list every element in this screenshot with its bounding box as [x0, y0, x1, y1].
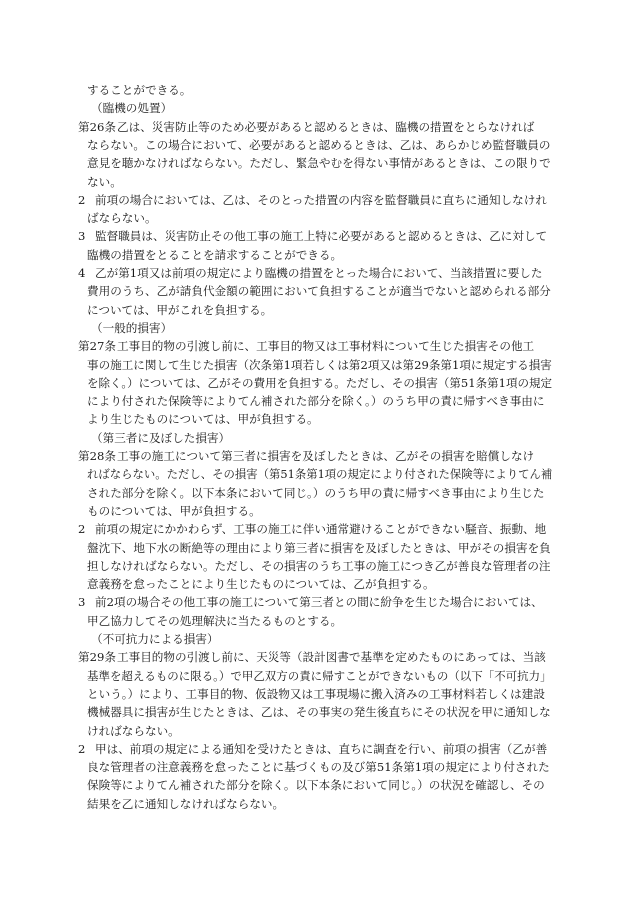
body-line: 前項の場合においては、乙は、そのとった措置の内容を監督職員に直ちに通知しなけれ: [95, 192, 547, 207]
paragraph-number: 2: [78, 522, 86, 537]
body-line: ない。: [87, 174, 122, 189]
body-line: 甲乙協力してその処理解決に当たるものとする。: [87, 613, 343, 628]
body-line: 甲は、前項の規定による通知を受けたときは、直ちに調査を行い、前項の損害（乙が善: [95, 741, 548, 756]
body-line: より生じたものについては、甲が負担する。: [87, 412, 319, 427]
body-line: ものについては、甲が負担する。: [87, 503, 261, 518]
article-heading: （一般的損害）: [91, 320, 173, 335]
body-line: 前2項の場合その他工事の施工について第三者との間に紛争を生じた場合においては、: [95, 595, 543, 610]
body-line: 前項の規定にかかわらず、工事の施工に伴い通常避けることができない騒音、振動、地: [95, 522, 547, 537]
body-line: ればならない。ただし、その損害（第51条第1項の規定により付された保険等によりてん補: [87, 467, 553, 482]
body-line: を除く。）については、乙がその費用を負担する。ただし、その損害（第51条第1項の規定: [87, 375, 553, 390]
article-number: 第29条: [78, 650, 116, 665]
article-heading: （第三者に及ぼした損害）: [91, 430, 231, 445]
body-line: 乙は、災害防止等のため必要があると認めるときは、臨機の措置をとらなければ: [117, 119, 535, 134]
body-line: については、甲がこれを負担する。: [87, 302, 273, 317]
body-line: ばならない。: [87, 211, 157, 226]
article-number: 第26条: [78, 119, 116, 134]
paragraph-number: 4: [78, 266, 86, 280]
body-line: 意見を聴かなければならない。ただし、緊急やむを得ない事情があるときは、この限りで: [87, 156, 551, 171]
body-line: により付された保険等によりてん補された部分を除く。）のうち甲の責に帰すべき事由に: [87, 394, 545, 409]
body-line: ければならない。: [87, 723, 180, 738]
paragraph-number: 2: [78, 192, 86, 207]
body-line: 乙が第1項又は前項の規定により臨機の措置をとった場合において、当該措置に要した: [95, 266, 543, 280]
body-line: 結果を乙に通知しなければならない。: [87, 796, 285, 811]
body-line: 良な管理者の注意義務を怠ったことに基づくもの及び第51条第1項の規定により付された: [87, 760, 550, 775]
body-line: 工事の施工について第三者に損害を及ぼしたときは、乙がその損害を賠償しなけ: [117, 449, 535, 463]
paragraph-number: 2: [78, 741, 86, 756]
body-line: ならない。この場合において、必要があると認めるときは、乙は、あらかじめ監督職員の: [87, 137, 551, 152]
article-heading: （不可抗力による損害）: [91, 632, 219, 646]
body-line: 意義務を怠ったことにより生じたものについては、乙が負担する。: [87, 577, 435, 592]
body-line: という。）により、工事目的物、仮設物又は工事現場に搬入済みの工事材料若しくは建設: [87, 686, 545, 701]
body-line: 機械器具に損害が生じたときは、乙は、その事実の発生後直ちにその状況を甲に通知しな: [87, 705, 551, 720]
article-number: 第28条: [78, 449, 116, 463]
body-line: 工事目的物の引渡し前に、天災等（設計図書で基準を定めたものにあっては、当該: [117, 650, 546, 665]
body-line: された部分を除く。以下本条において同じ。）のうち甲の責に帰すべき事由により生じた: [87, 485, 545, 500]
article-number: 第27条: [78, 339, 116, 354]
body-line: することができる。: [87, 83, 192, 97]
body-line: 臨機の措置をとることを請求することができる。: [87, 247, 343, 262]
body-line: 保険等によりてん補された部分を除く。以下本条において同じ。）の状況を確認し、その: [87, 778, 545, 793]
body-line: 担しなければならない。ただし、その損害のうち工事の施工につき乙が善良な管理者の注: [87, 558, 551, 573]
body-line: 費用のうち、乙が請負代金額の範囲において負担することが適当でないと認められる部分: [87, 284, 551, 299]
body-line: 監督職員は、災害防止その他工事の施工上特に必要があると認めるときは、乙に対して: [95, 229, 548, 244]
body-line: 基準を超えるものに限る。）で甲乙双方の責に帰すことができないもの（以下「不可抗力」: [87, 668, 552, 683]
article-heading: （臨機の処置）: [91, 101, 173, 116]
paragraph-number: 3: [78, 229, 86, 244]
paragraph-number: 3: [78, 595, 86, 610]
body-line: 盤沈下、地下水の断絶等の理由により第三者に損害を及ぼしたときは、甲がその損害を負: [87, 540, 551, 555]
body-line: 事の施工に関して生じた損害（次条第1項若しくは第2項又は第29条第1項に規定する損害: [87, 357, 552, 372]
body-line: 工事目的物の引渡し前に、工事目的物又は工事材料について生じた損害その他工: [117, 339, 535, 354]
